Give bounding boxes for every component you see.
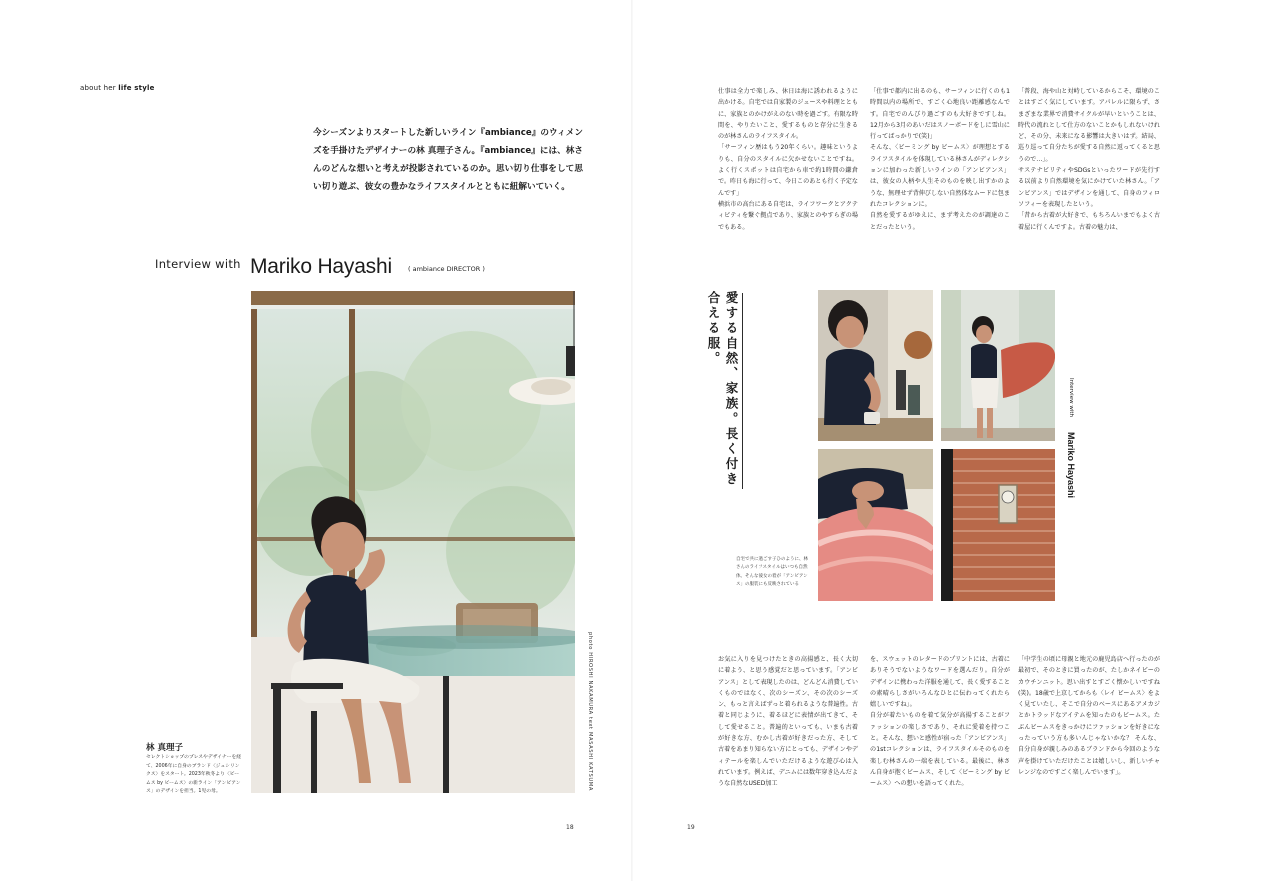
main-portrait-photo [251,291,575,793]
top-column-1 [718,86,858,233]
headline-rule [742,293,743,489]
photo-surfboard [941,290,1055,441]
caption-bio: セレクトショップのプレスやデザイナーを経て、2006年に自身のブランド〈ジュシリンクス〉をスタート。2023年秋冬より〈ビームス by ビームス〉の新ライン「アンビアンス」のデザインを担当。1児の母。 [146,755,242,795]
paragraph: を、スウェットのレタードのプリントには、古着にありそうでないようなワードを選んだり。自分がデザインに携わった洋服を通して、長く愛することの素晴らしさがいろんなひとに伝わってくれたら嬉しいですね」。 [870,656,1010,709]
paragraph: そんな、〈ビーミング by ビームス〉が理想とするライフスタイルを体現している林さんがディレクションに加わった新しいラインの「アンビアンス」は、彼女の人柄や人生そのものを映し出すかのような、無理せず背伸びしない自然体なムードに包まれたコレクションに。 [870,144,1010,208]
caption-name: 林 真理子 [146,743,183,753]
photo-kitchen [818,290,933,441]
photo-brick-wall [941,449,1055,601]
photo-board-detail [818,449,933,601]
top-column-2 [870,86,1010,233]
folio-left: 18 [566,824,574,831]
paragraph: 自分が着たいものを着て気分が高揚することがファッションの楽しさであり、それに愛着を持つこと。そんな、想いと感性が宿った「アンビアンス」の1stコレクションは、ライフスタイルそのものを楽しむ林さんの一端を表している。最後に、林さん自身が抱くビームス、そして〈ビーミング by ビームス〉への想いを語ってくれた。 [870,712,1010,788]
side-name: Mariko Hayashi [1066,432,1076,499]
interview-role: ( ambiance DIRECTOR ) [408,265,485,273]
side-kicker: Interview with [1068,378,1074,417]
section-label [80,84,155,92]
paragraph: お気に入りを見つけたときの高揚感と、長く大切に着よう、と思う感覚だと思っています。「アンビアンス」として表現したのは、どんどん消費していくものではなく、次のシーズン、その次のシーズン、もっと言えばずっと着られるような普遍性。古着と同じように、着るほどに表情が出てきて、そして愛せること。普遍的といっても、いまも古着が好きな方、むかし古着が好きだった方、そして古着をあまり知らない方にとっても、デザインやディテールを楽しんでいただけるような遊び心は入れています。例えば、デニムには数年穿き込んだような自然なUSED加工 [718,656,858,788]
paragraph: 自然を愛するがゆえに、まず考えたのが調達のことだったという。 [870,212,1010,231]
headline-vertical: 愛する自然、家族。長く付き合える服。 [706,291,739,488]
folio-right: 19 [687,824,695,831]
paragraph: 「中学生の頃に母親と地元の鹿児島店へ行ったのが最初で、そのときに買ったのが、たしかネイビーのカウチンニット。思い出すとすごく懐かしいですね(笑)。18歳で上京してからも〈レイ ビームス〉をよく見ていたし、そこで自分のベースにあるアメカジとかトラッドなアイテムを知ったのもビームス。たぶんビームスをきっかけにファッションを好きになったっていう方も多いんじゃないかな？ そんな、自分自身が親しみのあるブランドから今回のような声を掛けていただけたことは嬉しいし、新しいチャレンジなのですごく楽しんでいます」。 [1018,656,1160,776]
paragraph: 「仕事で都内に出るのも、サーフィンに行くのも1時間以内の場所で、すごく心地良い距離感なんです。自宅でのんびり過ごすのも大好きですしね。12月から3月のあいだはスノーボードをしに雪山に行ってばっかりで(笑)」 [870,88,1010,141]
top-column-3 [1018,86,1160,233]
section-label-emphasis: life style [118,84,155,92]
left-page [0,0,632,881]
portrait-illustration [251,291,575,793]
photo-caption: 自宅で共に過ごす子ひのように、林さんのライフスタイルはいつも自然体。そんな彼女の着が「アンビアンス」の服装にも反映されている [736,557,808,588]
section-label-prefix: about her [80,84,116,92]
paragraph: 「普段、海や山と対峙しているからこそ、環境のことはすごく気にしています。アパレルに限らず、さまざまな業界で消費サイクルが早いということは、時代の流れとして仕方のないことかもしれないけれど、その分、未来になる影響は大きいはず。結局、巡り巡って自分たちが愛する自然に返ってくると思うので…」。 [1018,88,1160,163]
paragraph: 「サーフィン歴はもう20年くらい。趣味というよりも、自分のスタイルに欠かせないことですね。よく行くスポットは自宅から車で約1時間の鎌倉で。昨日も海に行って、今日このあとも行く予定なんです」 [718,144,858,197]
paragraph: 仕事は全力で楽しみ、休日は海に誘われるように出かける。自宅では自家製のジュースや料理とともに、家族とのかけがえのない時を過ごす。有限な時間を、やりたいこと、愛するものと存分に生きるのが林さんのライフスタイル。 [718,88,858,141]
bottom-column-1 [718,654,858,790]
bottom-column-3 [1018,654,1160,778]
paragraph: 「昔から古着が大好きで、もちろんいまでもよく古着屋に行くんですよ。古着の魅力は、 [1018,212,1160,231]
paragraph: 横浜市の高台にある自宅は、ライフワークとアクティビティを繋ぐ拠点であり、家族とのやすらぎの場でもある。 [718,200,858,231]
interview-kicker: Interview with [155,257,241,271]
lead-paragraph: 今シーズンよりスタートした新しいライン『ambiance』のウィメンズを手掛けたデザイナーの林 真理子さん。『ambiance』には、林さんのどんな想いと考えが投影されているのか。思い切り仕事をして思い切り遊ぶ、彼女の豊かなライフスタイルとともに紐解いていく。 [313,128,583,192]
paragraph: サステナビリティやSDGsといったワードが先行する以前より自然環境を気にかけていた林さん。「アンビアンス」ではデザインを通して、自身のフィロソフィーを表現したという。 [1018,167,1160,208]
photo-credit: photo HIROSHI NAKAMURA text MASASHI KATSUMA [587,632,593,792]
interview-name: Mariko Hayashi [250,255,392,278]
bottom-column-2 [870,654,1010,790]
